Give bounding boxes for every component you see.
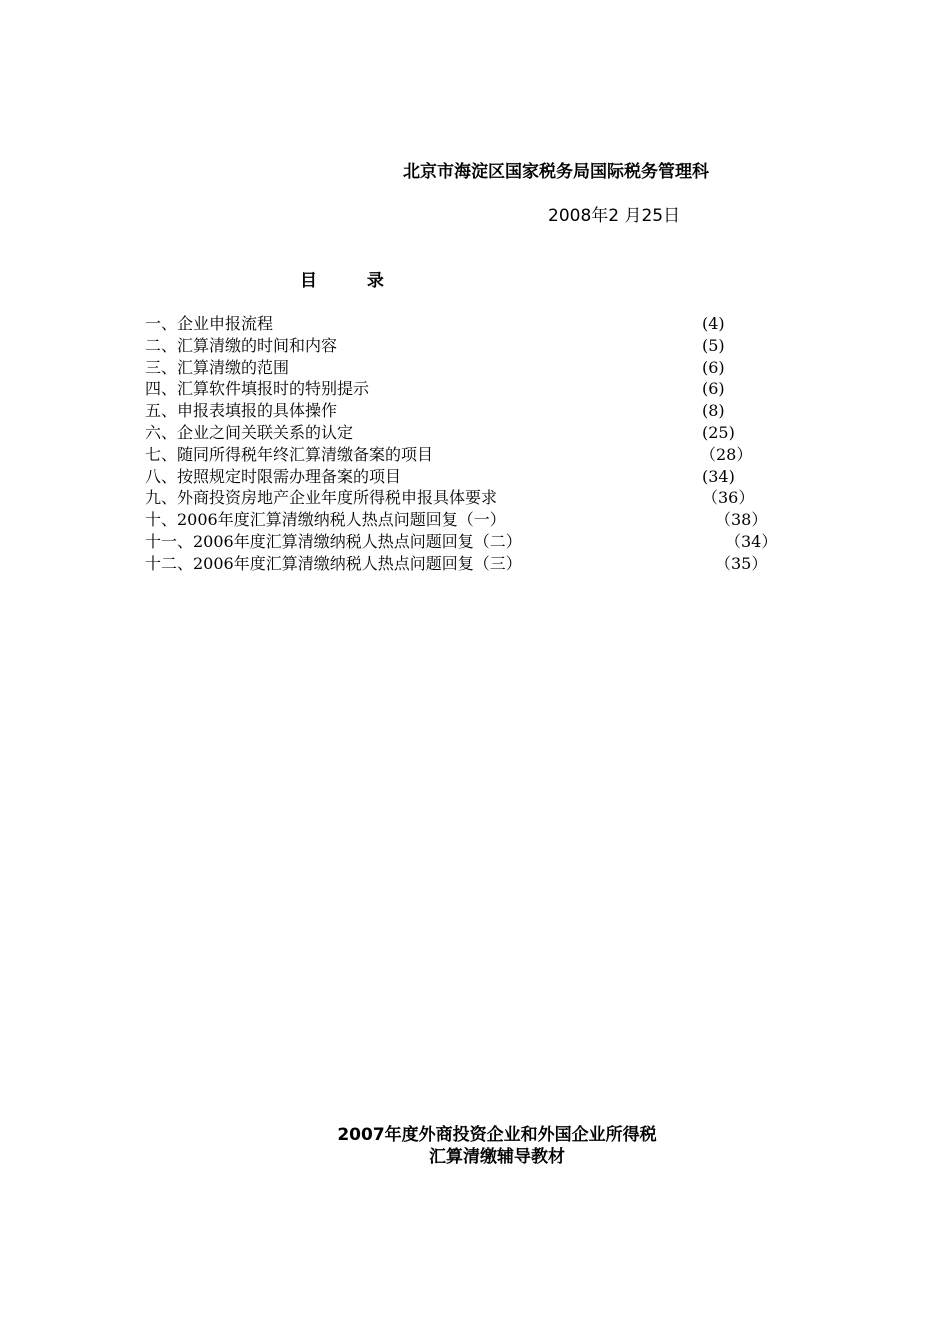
toc-item[interactable] xyxy=(145,553,785,575)
toc-item[interactable] xyxy=(145,422,785,444)
issue-date: 2008年2 月25日 xyxy=(548,206,681,226)
toc-item-page: (34) xyxy=(702,466,735,486)
toc-item[interactable] xyxy=(145,444,785,466)
document-title-line1: 2007年度外商投资企业和外国企业所得税 xyxy=(337,1125,657,1145)
toc-item-page: (6) xyxy=(702,357,725,377)
toc-item[interactable] xyxy=(145,378,785,400)
toc-item-label: 五、申报表填报的具体操作 xyxy=(145,401,338,421)
toc-item-label: 四、汇算软件填报时的特别提示 xyxy=(145,379,370,399)
document-title-line2: 汇算清缴辅导教材 xyxy=(429,1147,565,1167)
toc-item-page: (25) xyxy=(702,422,735,442)
issuing-office: 北京市海淀区国家税务局国际税务管理科 xyxy=(403,162,709,182)
toc-item-label: 七、随同所得税年终汇算清缴备案的项目 xyxy=(145,444,434,464)
toc-item-label: 一、企业申报流程 xyxy=(145,314,274,333)
toc-item[interactable] xyxy=(145,466,785,488)
document-title xyxy=(0,1124,950,1168)
toc-item-label: 三、汇算清缴的范围 xyxy=(145,357,290,377)
toc-item-page: （35） xyxy=(715,553,768,573)
toc-item-page: (4) xyxy=(702,314,725,333)
toc-item-page: (8) xyxy=(702,401,725,421)
toc-item-page: （34） xyxy=(725,531,778,551)
toc-item-page: （38） xyxy=(715,510,768,530)
toc-item[interactable] xyxy=(145,531,785,553)
toc-item-page: （28） xyxy=(700,444,753,464)
toc-item-label: 八、按照规定时限需办理备案的项目 xyxy=(145,466,402,486)
toc-item[interactable] xyxy=(145,509,785,531)
toc-item-page: (6) xyxy=(702,379,725,399)
toc-item-label: 二、汇算清缴的时间和内容 xyxy=(145,335,338,355)
toc-item[interactable] xyxy=(145,487,785,509)
toc-item-label: 六、企业之间关联关系的认定 xyxy=(145,422,354,442)
toc-item-label: 九、外商投资房地产企业年度所得税申报具体要求 xyxy=(145,488,498,508)
toc-item-page: (5) xyxy=(702,335,725,355)
toc-title: 目 录 xyxy=(300,271,406,291)
table-of-contents xyxy=(145,313,785,575)
toc-item[interactable] xyxy=(145,313,785,335)
toc-item-label: 十、2006年度汇算清缴纳税人热点问题回复（一） xyxy=(145,510,506,530)
toc-item[interactable] xyxy=(145,335,785,357)
toc-item[interactable] xyxy=(145,357,785,379)
toc-item-page: （36） xyxy=(702,488,755,508)
toc-item-label: 十一、2006年度汇算清缴纳税人热点问题回复（二） xyxy=(145,531,522,551)
toc-item[interactable] xyxy=(145,400,785,422)
toc-item-label: 十二、2006年度汇算清缴纳税人热点问题回复（三） xyxy=(145,553,522,573)
